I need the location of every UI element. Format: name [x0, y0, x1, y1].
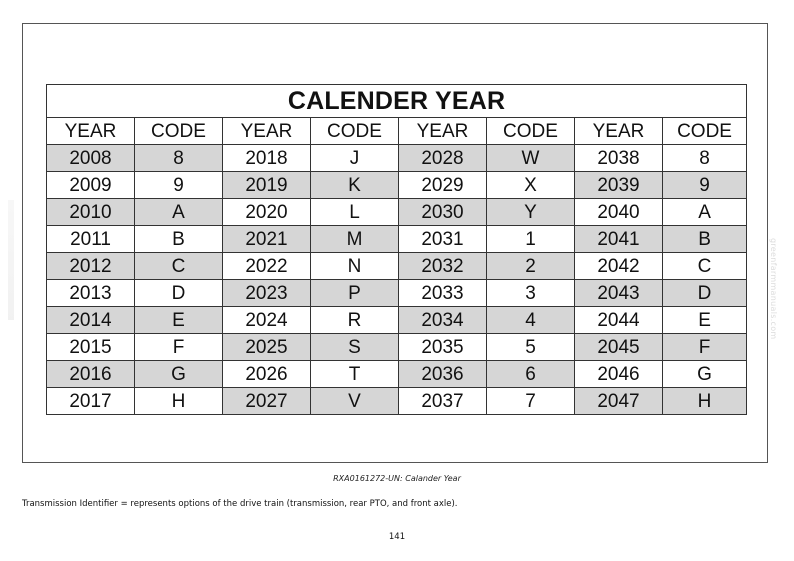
year-cell: 2015: [47, 334, 135, 361]
year-cell: 2038: [575, 145, 663, 172]
year-cell: 2030: [399, 199, 487, 226]
left-margin-mark: [8, 200, 14, 320]
year-cell: 2011: [47, 226, 135, 253]
code-cell: 1: [487, 226, 575, 253]
watermark-text: greenfarmmanuals.com: [769, 238, 778, 340]
code-cell: Y: [487, 199, 575, 226]
code-cell: C: [663, 253, 747, 280]
column-header: YEAR: [47, 118, 135, 145]
column-header: CODE: [487, 118, 575, 145]
code-cell: B: [135, 226, 223, 253]
year-cell: 2013: [47, 280, 135, 307]
code-cell: A: [663, 199, 747, 226]
year-cell: 2024: [223, 307, 311, 334]
column-header: YEAR: [399, 118, 487, 145]
code-cell: K: [311, 172, 399, 199]
code-cell: P: [311, 280, 399, 307]
year-cell: 2039: [575, 172, 663, 199]
year-cell: 2026: [223, 361, 311, 388]
year-cell: 2010: [47, 199, 135, 226]
table-row: [47, 307, 747, 334]
year-cell: 2020: [223, 199, 311, 226]
year-cell: 2016: [47, 361, 135, 388]
year-cell: 2029: [399, 172, 487, 199]
header-row: [47, 118, 747, 145]
year-cell: 2041: [575, 226, 663, 253]
code-cell: G: [135, 361, 223, 388]
year-cell: 2045: [575, 334, 663, 361]
year-cell: 2028: [399, 145, 487, 172]
code-cell: 5: [487, 334, 575, 361]
year-cell: 2022: [223, 253, 311, 280]
table-row: [47, 334, 747, 361]
code-cell: J: [311, 145, 399, 172]
table-row: [47, 388, 747, 415]
column-header: CODE: [311, 118, 399, 145]
year-cell: 2043: [575, 280, 663, 307]
year-cell: 2023: [223, 280, 311, 307]
year-cell: 2036: [399, 361, 487, 388]
code-cell: R: [311, 307, 399, 334]
code-cell: N: [311, 253, 399, 280]
code-cell: H: [135, 388, 223, 415]
page-number: 141: [388, 532, 406, 542]
year-cell: 2021: [223, 226, 311, 253]
table-title: CALENDER YEAR: [47, 85, 747, 118]
code-cell: S: [311, 334, 399, 361]
code-cell: C: [135, 253, 223, 280]
year-cell: 2018: [223, 145, 311, 172]
code-cell: F: [663, 334, 747, 361]
year-cell: 2044: [575, 307, 663, 334]
year-cell: 2046: [575, 361, 663, 388]
year-cell: 2009: [47, 172, 135, 199]
table-row: [47, 145, 747, 172]
year-cell: 2014: [47, 307, 135, 334]
code-cell: 8: [135, 145, 223, 172]
column-header: YEAR: [575, 118, 663, 145]
year-cell: 2031: [399, 226, 487, 253]
code-cell: A: [135, 199, 223, 226]
code-cell: M: [311, 226, 399, 253]
year-cell: 2040: [575, 199, 663, 226]
year-cell: 2027: [223, 388, 311, 415]
code-cell: L: [311, 199, 399, 226]
year-cell: 2012: [47, 253, 135, 280]
code-cell: T: [311, 361, 399, 388]
year-cell: 2019: [223, 172, 311, 199]
year-cell: 2034: [399, 307, 487, 334]
code-cell: 6: [487, 361, 575, 388]
code-cell: H: [663, 388, 747, 415]
year-cell: 2017: [47, 388, 135, 415]
code-cell: 8: [663, 145, 747, 172]
code-cell: X: [487, 172, 575, 199]
code-cell: F: [135, 334, 223, 361]
year-cell: 2035: [399, 334, 487, 361]
year-cell: 2042: [575, 253, 663, 280]
column-header: CODE: [135, 118, 223, 145]
code-cell: 9: [135, 172, 223, 199]
watermark: [769, 238, 789, 348]
code-cell: E: [135, 307, 223, 334]
year-cell: 2047: [575, 388, 663, 415]
table-row: [47, 226, 747, 253]
code-cell: 9: [663, 172, 747, 199]
code-cell: V: [311, 388, 399, 415]
code-cell: B: [663, 226, 747, 253]
year-cell: 2008: [47, 145, 135, 172]
table-row: [47, 361, 747, 388]
code-cell: 4: [487, 307, 575, 334]
year-cell: 2025: [223, 334, 311, 361]
code-cell: D: [663, 280, 747, 307]
table-row: [47, 172, 747, 199]
calendar-year-table: [46, 84, 747, 415]
table-row: [47, 280, 747, 307]
year-cell: 2033: [399, 280, 487, 307]
code-cell: 2: [487, 253, 575, 280]
table-row: [47, 253, 747, 280]
figure-caption: RXA0161272-UN: Calander Year: [333, 474, 461, 483]
code-cell: 7: [487, 388, 575, 415]
code-cell: 3: [487, 280, 575, 307]
column-header: CODE: [663, 118, 747, 145]
year-cell: 2032: [399, 253, 487, 280]
code-cell: G: [663, 361, 747, 388]
table-row: [47, 199, 747, 226]
code-cell: E: [663, 307, 747, 334]
body-text: Transmission Identifier = represents options of the drive train (transmission, rear PTO, and front axle).: [22, 499, 458, 509]
column-header: YEAR: [223, 118, 311, 145]
year-cell: 2037: [399, 388, 487, 415]
code-cell: D: [135, 280, 223, 307]
code-cell: W: [487, 145, 575, 172]
